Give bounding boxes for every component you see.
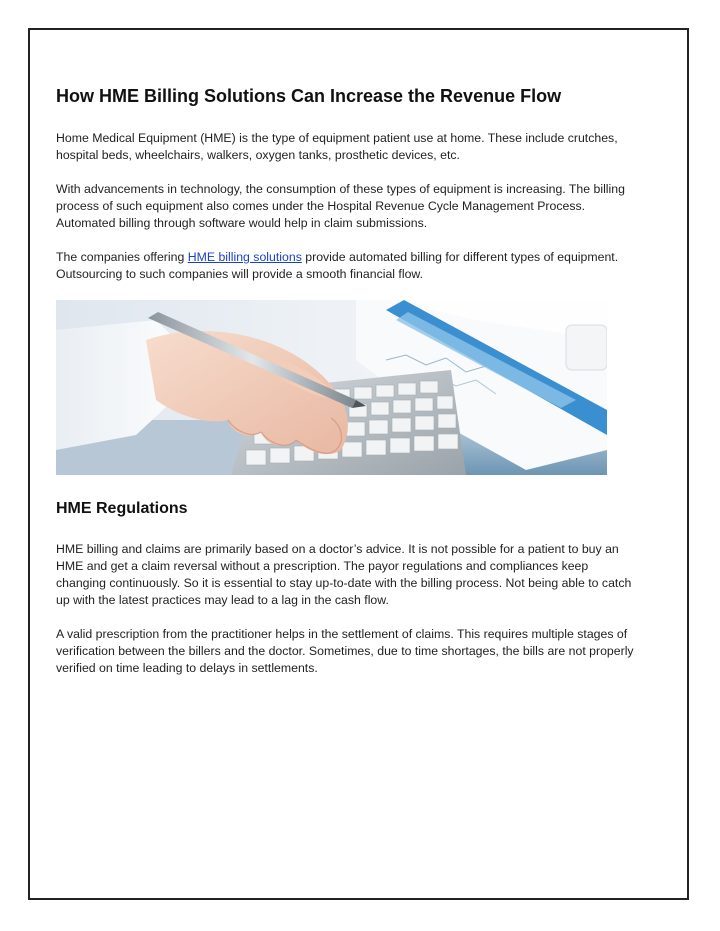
hero-image-hand-keyboard xyxy=(56,300,607,475)
intro-paragraph-1: Home Medical Equipment (HME) is the type of equipment patient use at home. These include crutches, hospital beds, wheelchairs, walkers, oxygen tanks, prosthetic devices, etc. xyxy=(56,131,618,162)
intro-paragraph-3-tail: provide automated billing for different types of equipment. Outsourcing to such companies will provide a smooth financial flow. xyxy=(56,250,619,281)
intro-paragraph-2: With advancements in technology, the consumption of these types of equipment is increasing. The billing process of such equipment also comes under the Hospital Revenue Cycle Management Process. Automated billing through software would help in claim submissions. xyxy=(56,182,625,230)
intro-paragraph-3 xyxy=(56,249,638,283)
regulations-paragraph-2: A valid prescription from the practitioner helps in the settlement of claims. This requires multiple stages of verification between the billers and the doctor. Sometimes, due to time shortages, the bills are not properly verified on time leading to delays in settlements. xyxy=(56,627,634,675)
page-title: How HME Billing Solutions Can Increase the Revenue Flow xyxy=(56,86,562,106)
intro-paragraph-3-lead: The companies offering xyxy=(56,250,188,264)
regulations-paragraph-1: HME billing and claims are primarily based on a doctor’s advice. It is not possible for a patient to buy an HME and get a claim reversal without a prescription. The payor regulations and compliances keep changing continuously. So it is essential to stay up-to-date with the billing process. Not being able to catch up with the latest practices may lead to a lag in the cash flow. xyxy=(56,542,632,607)
document-content xyxy=(56,84,638,694)
hme-billing-solutions-link[interactable]: HME billing solutions xyxy=(187,250,302,264)
section-heading-hme-regulations: HME Regulations xyxy=(56,500,188,517)
